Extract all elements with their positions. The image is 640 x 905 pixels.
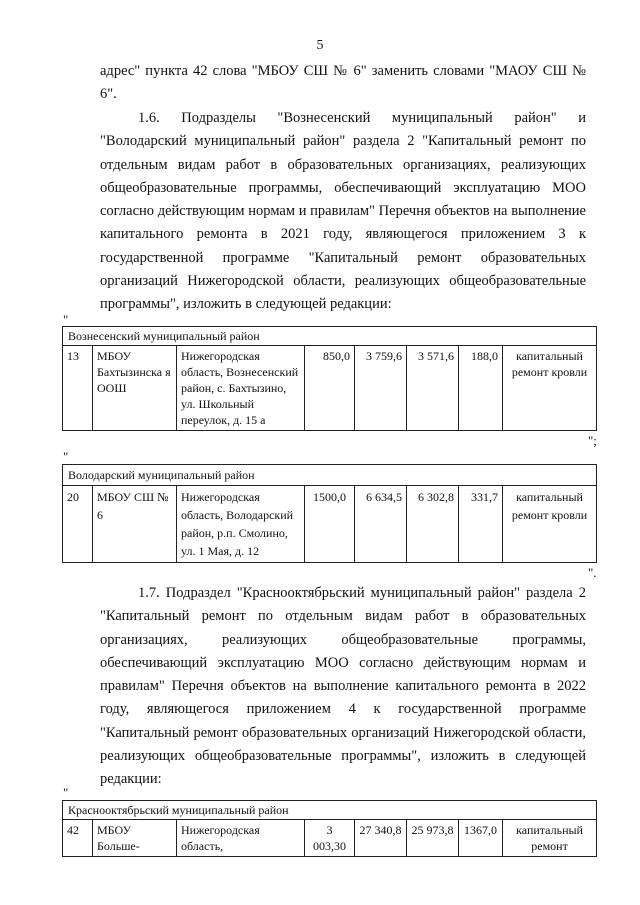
paragraph-continuation: адрес" пункта 42 слова "МБОУ СШ № 6" заменить словами "МАОУ СШ № 6". — [100, 63, 586, 103]
paragraph-1-6-text: 1.6. Подразделы "Вознесенский муниципальный район" и "Володарский муниципальный район" раздела 2 "Капитальный ремонт по отдельным видам работ в образовательных организациях, реализующих общеобразовательные программы, обеспечивающий эксплуатацию МОО согласно действующим нормам и правилам" Перечня объектов на выполнение капитального ремонта в 2021 году, являющегося приложением 3 к государственной программе "Капитальный ремонт образовательных организаций Нижегородской области, реализующих общеобразовательные программы", изложить в следующей редакции: — [100, 110, 586, 313]
cell-work-type: капитальный ремонт — [503, 820, 597, 857]
cell-value: 27 340,8 — [355, 820, 407, 857]
quote-close-2: ". — [588, 565, 597, 580]
cell-value: 1367,0 — [459, 820, 503, 857]
cell-address: Нижегородская область, — [177, 820, 305, 857]
cell-work-type: капитальный ремонт кровли — [503, 346, 597, 431]
paragraph-1-6 — [100, 107, 586, 317]
cell-value: 3 759,6 — [355, 346, 407, 431]
cell-address: Нижегородская область, Вознесенский район, с. Бахтызино, ул. Школьный переулок, д. 15 а — [177, 346, 305, 431]
cell-value: 188,0 — [459, 346, 503, 431]
cell-school: МБОУ Бахтызинска я ООШ — [93, 346, 177, 431]
cell-number: 42 — [63, 820, 93, 857]
cell-school: МБОУ Больше- — [93, 820, 177, 857]
cell-value: 6 634,5 — [355, 486, 407, 563]
table-volodarsky — [62, 464, 597, 563]
paragraph-1-7-text: 1.7. Подраздел "Краснооктябрьский муниципальный район" раздела 2 "Капитальный ремонт по отдельным видам работ в образовательных организациях, реализующих общеобразовательные программы, обеспечивающий эксплуатацию МОО согласно действующим нормам и правилам" Перечня объектов на выполнение капитального ремонта в 2022 году, являющегося приложением 4 к государственной программе "Капитальный ремонт образовательных организаций Нижегородской области, реализующих общеобразовательные программы", изложить в следующей редакции: — [100, 585, 586, 788]
table-header: Краснооктябрьский муниципальный район — [63, 801, 597, 820]
page-number: 5 — [316, 38, 324, 53]
cell-value: 3 003,30 — [305, 820, 355, 857]
cell-school: МБОУ СШ № 6 — [93, 486, 177, 563]
paragraph-1-7 — [100, 582, 586, 792]
cell-work-type: капитальный ремонт кровли — [503, 486, 597, 563]
cell-number: 13 — [63, 346, 93, 431]
table-row — [63, 486, 597, 563]
quote-open-1: " — [63, 312, 69, 327]
table-row — [63, 346, 597, 431]
cell-value: 3 571,6 — [407, 346, 459, 431]
quote-open-3: " — [63, 785, 69, 800]
cell-value: 850,0 — [305, 346, 355, 431]
cell-value: 1500,0 — [305, 486, 355, 563]
table-voznesensky — [62, 326, 597, 431]
quote-close-1: "; — [588, 433, 597, 448]
cell-value: 331,7 — [459, 486, 503, 563]
cell-number: 20 — [63, 486, 93, 563]
table-header: Володарский муниципальный район — [63, 465, 597, 486]
cell-value: 25 973,8 — [407, 820, 459, 857]
quote-open-2: " — [63, 449, 69, 464]
table-krasnooktyabrsky — [62, 800, 597, 857]
table-row — [63, 820, 597, 857]
cell-address: Нижегородская область, Володарский район, р.п. Смолино, ул. 1 Мая, д. 12 — [177, 486, 305, 563]
table-header: Вознесенский муниципальный район — [63, 327, 597, 346]
cell-value: 6 302,8 — [407, 486, 459, 563]
